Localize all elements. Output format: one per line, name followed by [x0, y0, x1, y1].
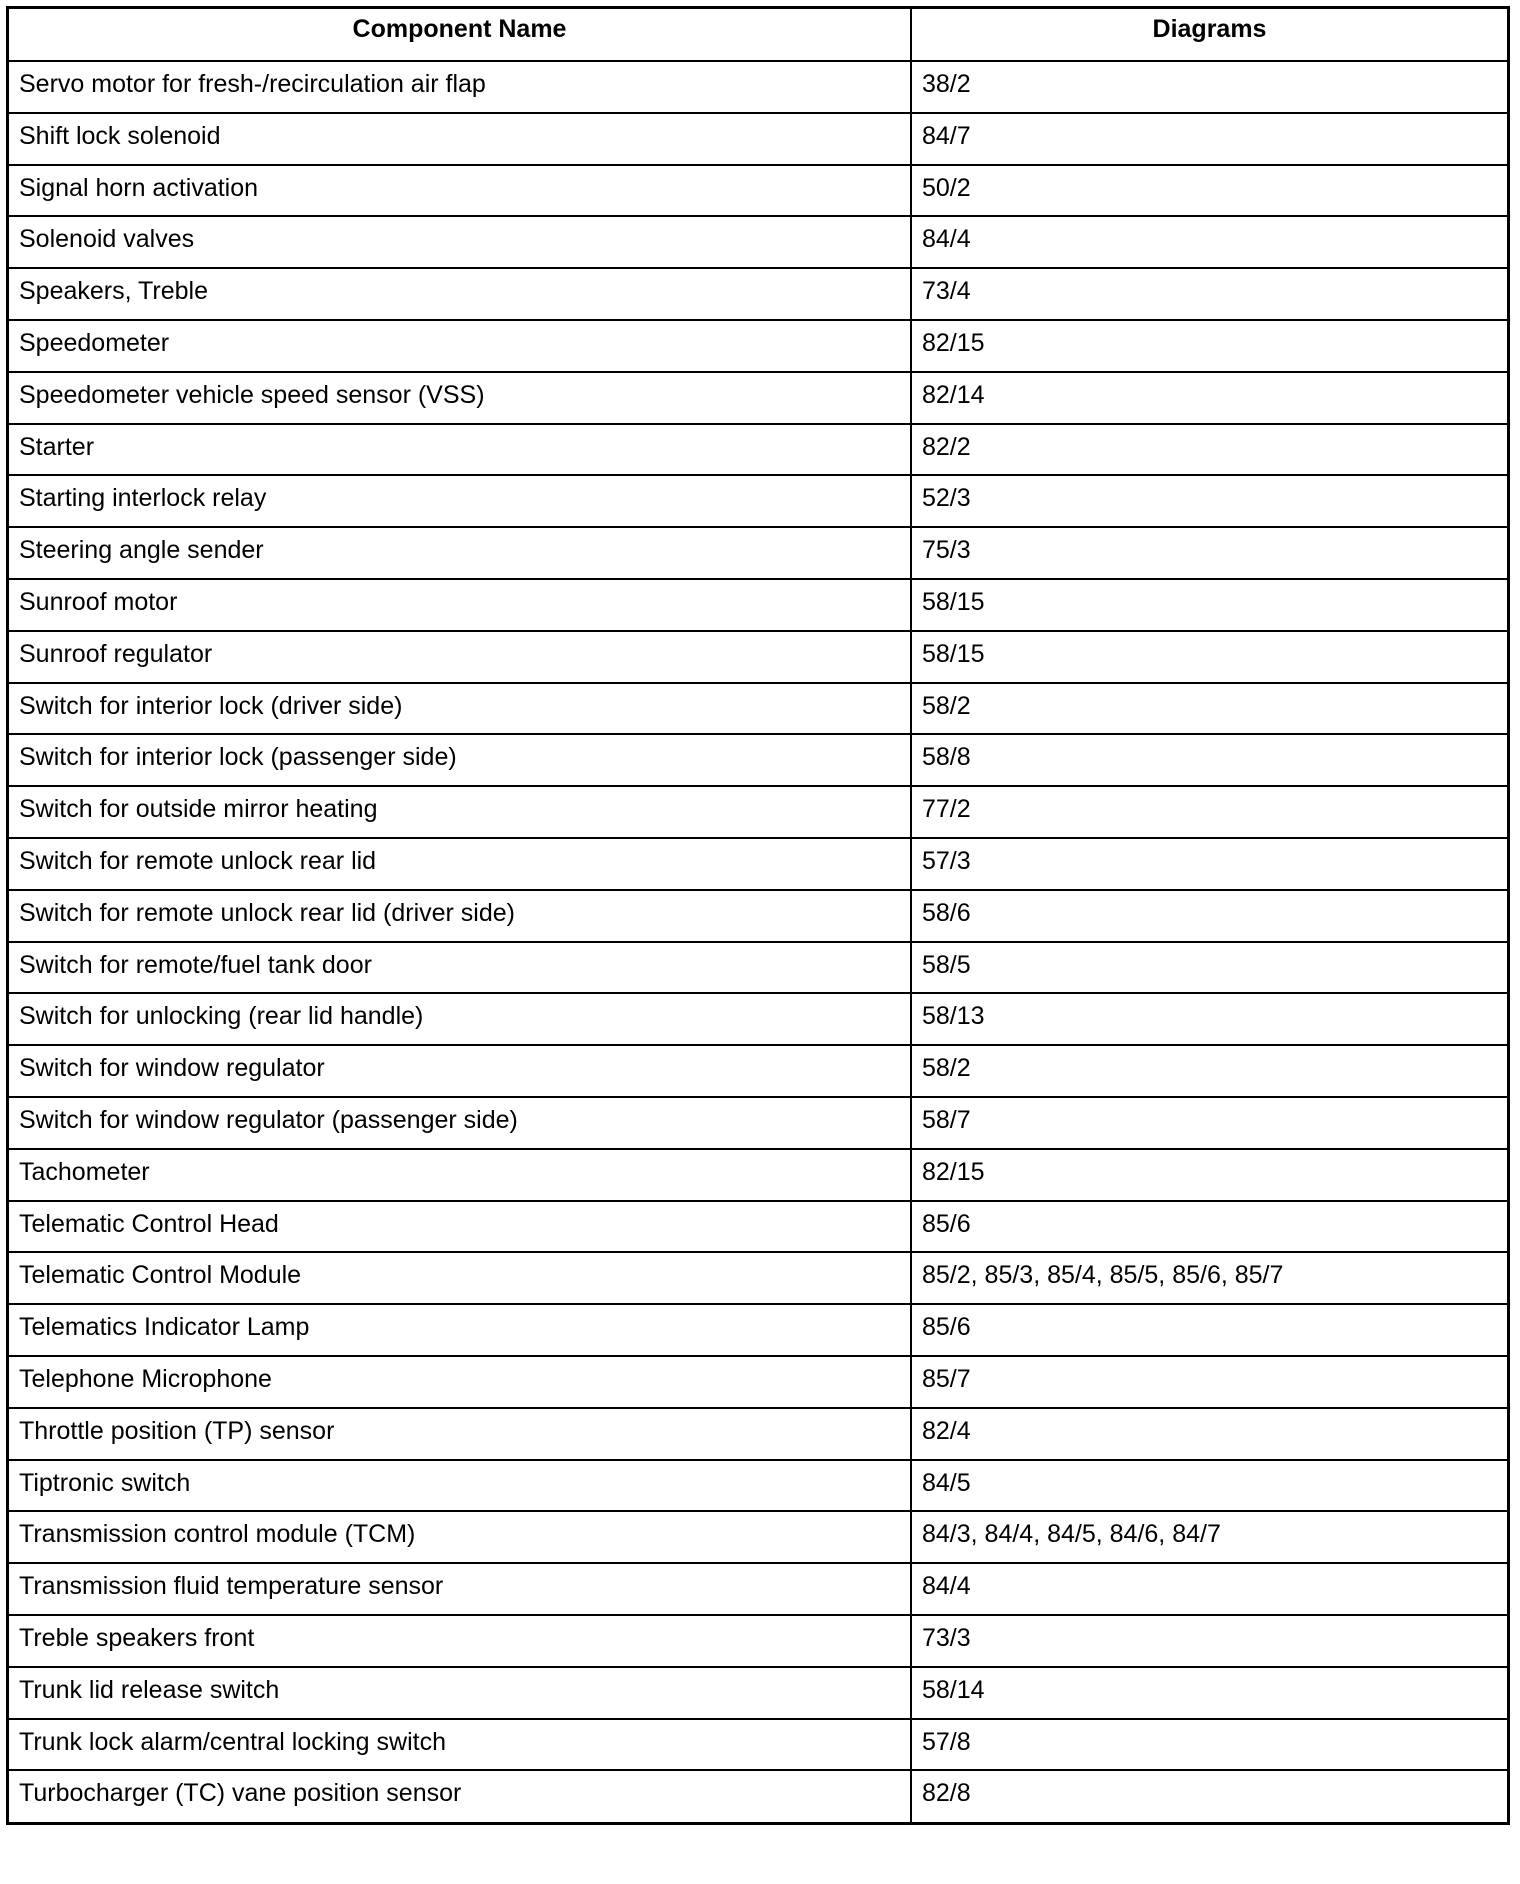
table-row [9, 113, 1507, 165]
table-row [9, 993, 1507, 1045]
diagrams-cell: 85/7 [911, 1356, 1507, 1408]
table-row [9, 1201, 1507, 1253]
component-name-cell: Tiptronic switch [9, 1460, 911, 1512]
diagrams-cell: 85/2, 85/3, 85/4, 85/5, 85/6, 85/7 [911, 1252, 1507, 1304]
component-name-cell: Switch for outside mirror heating [9, 786, 911, 838]
diagrams-cell: 82/8 [911, 1770, 1507, 1822]
table-row [9, 216, 1507, 268]
table-row [9, 320, 1507, 372]
diagrams-cell: 58/5 [911, 942, 1507, 994]
component-name-cell: Transmission fluid temperature sensor [9, 1563, 911, 1615]
component-name-cell: Switch for remote/fuel tank door [9, 942, 911, 994]
table-row [9, 1615, 1507, 1667]
component-name-cell: Servo motor for fresh-/recirculation air flap [9, 61, 911, 113]
component-name-cell: Switch for unlocking (rear lid handle) [9, 993, 911, 1045]
component-name-cell: Switch for remote unlock rear lid [9, 838, 911, 890]
diagrams-cell: 75/3 [911, 527, 1507, 579]
diagrams-cell: 84/5 [911, 1460, 1507, 1512]
table-header-row [9, 9, 1507, 61]
component-name-cell: Speedometer [9, 320, 911, 372]
component-name-cell: Speakers, Treble [9, 268, 911, 320]
diagrams-cell: 50/2 [911, 165, 1507, 217]
table-row [9, 683, 1507, 735]
component-name-cell: Telematic Control Head [9, 1201, 911, 1253]
component-name-cell: Shift lock solenoid [9, 113, 911, 165]
component-name-cell: Turbocharger (TC) vane position sensor [9, 1770, 911, 1822]
component-name-cell: Throttle position (TP) sensor [9, 1408, 911, 1460]
table-row [9, 372, 1507, 424]
table-row [9, 1460, 1507, 1512]
diagrams-cell: 82/15 [911, 1149, 1507, 1201]
component-name-cell: Starter [9, 424, 911, 476]
table-row [9, 1097, 1507, 1149]
diagrams-cell: 58/14 [911, 1667, 1507, 1719]
component-name-cell: Telematic Control Module [9, 1252, 911, 1304]
table-row [9, 1304, 1507, 1356]
table-row [9, 1252, 1507, 1304]
table-row [9, 942, 1507, 994]
diagrams-cell: 58/2 [911, 1045, 1507, 1097]
table-row [9, 631, 1507, 683]
diagrams-cell: 58/2 [911, 683, 1507, 735]
component-name-cell: Sunroof regulator [9, 631, 911, 683]
table-row [9, 1149, 1507, 1201]
diagrams-cell: 38/2 [911, 61, 1507, 113]
table-row [9, 1563, 1507, 1615]
diagrams-cell: 58/13 [911, 993, 1507, 1045]
table-row [9, 268, 1507, 320]
table-row [9, 1511, 1507, 1563]
table-row [9, 165, 1507, 217]
component-table [9, 9, 1507, 1822]
component-name-cell: Switch for interior lock (passenger side) [9, 734, 911, 786]
table-row [9, 424, 1507, 476]
component-name-cell: Switch for window regulator (passenger side) [9, 1097, 911, 1149]
table-row [9, 1045, 1507, 1097]
table-row [9, 786, 1507, 838]
diagrams-cell: 82/15 [911, 320, 1507, 372]
component-name-cell: Switch for interior lock (driver side) [9, 683, 911, 735]
table-row [9, 61, 1507, 113]
component-name-cell: Switch for window regulator [9, 1045, 911, 1097]
component-name-cell: Starting interlock relay [9, 475, 911, 527]
table-row [9, 527, 1507, 579]
diagrams-cell: 58/15 [911, 579, 1507, 631]
diagrams-cell: 84/7 [911, 113, 1507, 165]
component-name-cell: Switch for remote unlock rear lid (driver side) [9, 890, 911, 942]
table-row [9, 475, 1507, 527]
table-row [9, 734, 1507, 786]
table-row [9, 1667, 1507, 1719]
diagrams-cell: 82/2 [911, 424, 1507, 476]
component-table-container [6, 6, 1510, 1825]
component-name-cell: Speedometer vehicle speed sensor (VSS) [9, 372, 911, 424]
table-row [9, 1719, 1507, 1771]
diagrams-cell: 58/15 [911, 631, 1507, 683]
diagrams-cell: 52/3 [911, 475, 1507, 527]
component-name-cell: Transmission control module (TCM) [9, 1511, 911, 1563]
diagrams-cell: 82/14 [911, 372, 1507, 424]
diagrams-cell: 57/3 [911, 838, 1507, 890]
diagrams-cell: 58/6 [911, 890, 1507, 942]
component-name-cell: Signal horn activation [9, 165, 911, 217]
table-row [9, 890, 1507, 942]
diagrams-cell: 84/3, 84/4, 84/5, 84/6, 84/7 [911, 1511, 1507, 1563]
component-name-cell: Telephone Microphone [9, 1356, 911, 1408]
diagrams-cell: 73/3 [911, 1615, 1507, 1667]
table-row [9, 1356, 1507, 1408]
component-name-cell: Tachometer [9, 1149, 911, 1201]
component-name-cell: Sunroof motor [9, 579, 911, 631]
header-diagrams: Diagrams [911, 9, 1507, 61]
table-row [9, 1408, 1507, 1460]
diagrams-cell: 58/8 [911, 734, 1507, 786]
header-component-name: Component Name [9, 9, 911, 61]
component-name-cell: Steering angle sender [9, 527, 911, 579]
component-name-cell: Telematics Indicator Lamp [9, 1304, 911, 1356]
diagrams-cell: 85/6 [911, 1304, 1507, 1356]
diagrams-cell: 57/8 [911, 1719, 1507, 1771]
component-name-cell: Treble speakers front [9, 1615, 911, 1667]
component-name-cell: Trunk lid release switch [9, 1667, 911, 1719]
diagrams-cell: 84/4 [911, 216, 1507, 268]
diagrams-cell: 84/4 [911, 1563, 1507, 1615]
diagrams-cell: 85/6 [911, 1201, 1507, 1253]
component-name-cell: Trunk lock alarm/central locking switch [9, 1719, 911, 1771]
diagrams-cell: 73/4 [911, 268, 1507, 320]
table-body [9, 61, 1507, 1822]
diagrams-cell: 58/7 [911, 1097, 1507, 1149]
table-row [9, 579, 1507, 631]
diagrams-cell: 77/2 [911, 786, 1507, 838]
table-row [9, 1770, 1507, 1822]
table-row [9, 838, 1507, 890]
diagrams-cell: 82/4 [911, 1408, 1507, 1460]
component-name-cell: Solenoid valves [9, 216, 911, 268]
